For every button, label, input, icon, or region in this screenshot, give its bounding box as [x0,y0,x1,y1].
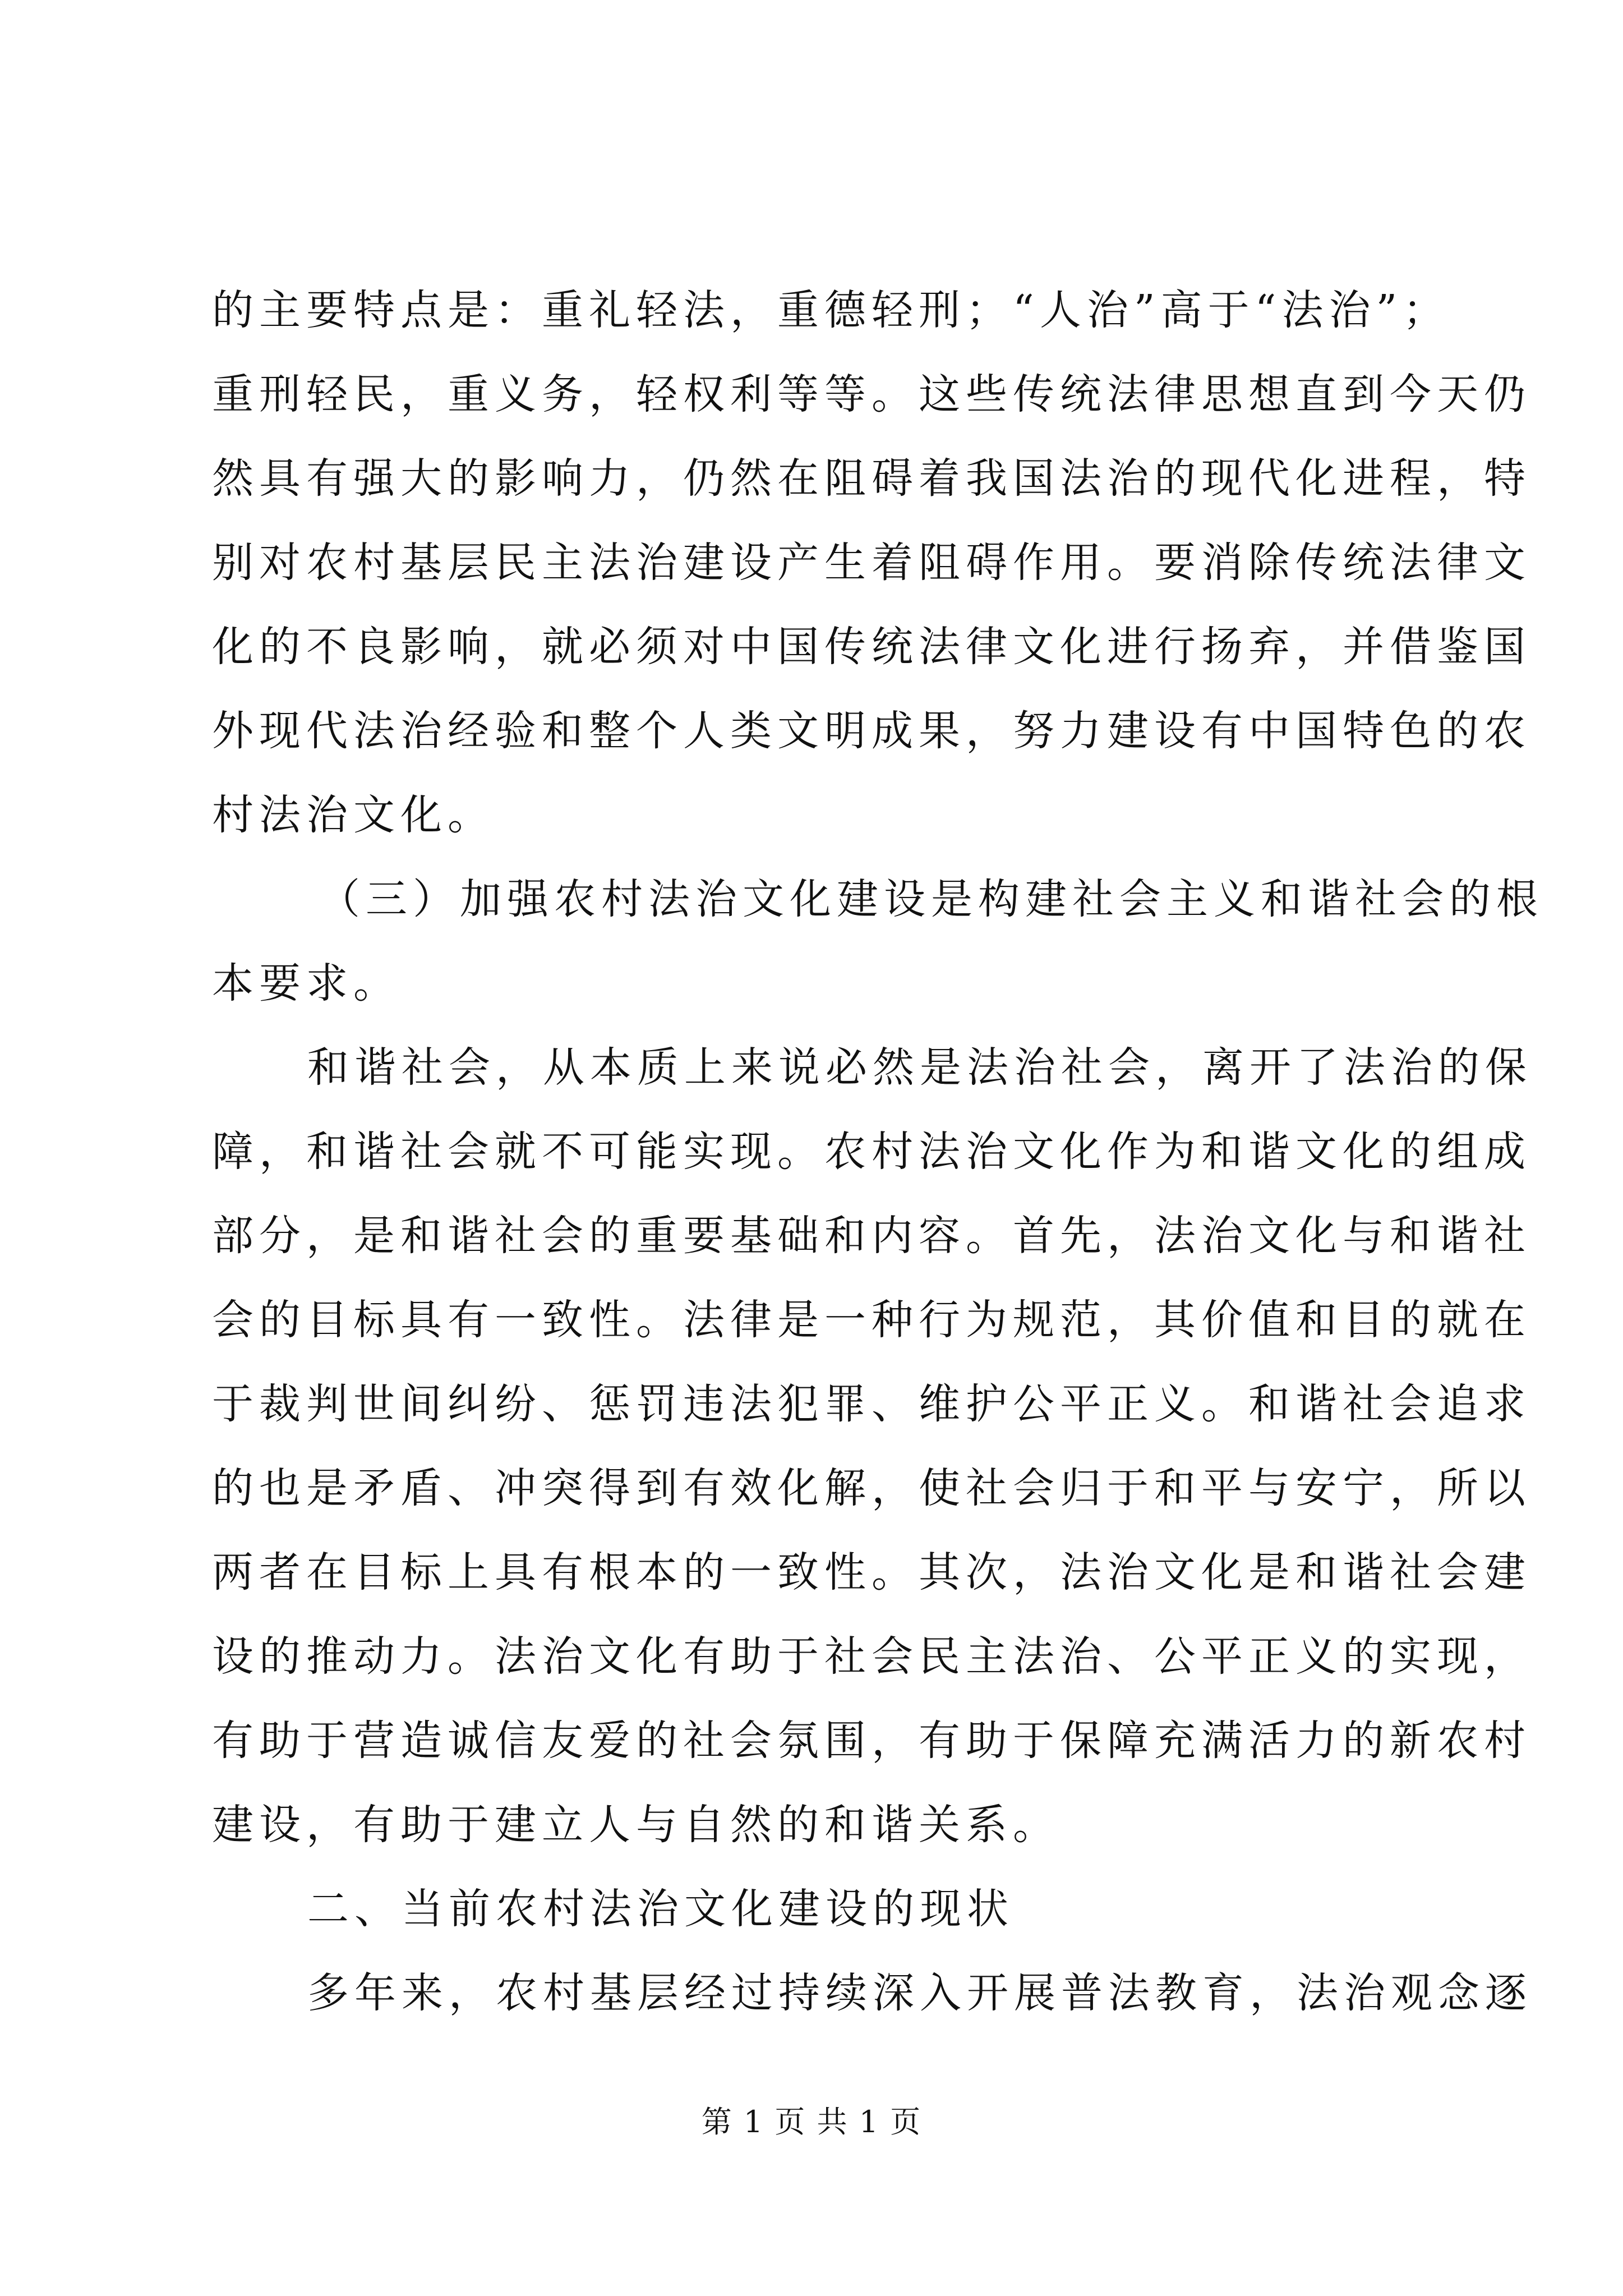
text-line: 有助于营造诚信友爱的社会氛围，有助于保障充满活力的新农村 [212,1717,1531,1765]
text-line: 设的推动力。法治文化有助于社会民主法治、公平正义的实现， [212,1632,1531,1681]
text-line: 村法治文化。 [212,791,495,839]
paragraph-start: 和谐社会，从本质上来说必然是法治社会，离开了法治的保 [307,1043,1532,1092]
text-line: 的主要特点是：重礼轻法，重德轻刑；“人治”高于“法治”； [212,286,1450,334]
text-line: 重刑轻民，重义务，轻权利等等。这些传统法律思想直到今天仍 [212,370,1531,418]
section-heading: （三）加强农村法治文化建设是构建社会主义和谐社会的根 [319,875,1543,923]
text-line: 于裁判世间纠纷、惩罚违法犯罪、维护公平正义。和谐社会追求 [212,1380,1531,1428]
text-line: 部分，是和谐社会的重要基础和内容。首先，法治文化与和谐社 [212,1212,1531,1260]
text-line: 别对农村基层民主法治建设产生着阻碍作用。要消除传统法律文 [212,539,1531,587]
text-line: 本要求。 [212,959,400,1007]
text-line: 建设，有助于建立人与自然的和谐关系。 [212,1801,1060,1849]
text-line: 的也是矛盾、冲突得到有效化解，使社会归于和平与安宁，所以 [212,1464,1531,1512]
text-line: 障，和谐社会就不可能实现。农村法治文化作为和谐文化的组成 [212,1128,1531,1176]
section-heading: 二、当前农村法治文化建设的现状 [307,1885,1014,1933]
page-footer: 第 1 页 共 1 页 [701,2104,922,2139]
text-line: 化的不良影响，就必须对中国传统法律文化进行扬弃，并借鉴国 [212,623,1531,671]
paragraph-start: 多年来，农村基层经过持续深入开展普法教育，法治观念逐 [307,1969,1532,2017]
text-line: 外现代法治经验和整个人类文明成果，努力建设有中国特色的农 [212,707,1531,755]
text-line: 然具有强大的影响力，仍然在阻碍着我国法治的现代化进程，特 [212,454,1531,503]
text-line: 会的目标具有一致性。法律是一种行为规范，其价值和目的就在 [212,1296,1531,1344]
text-line: 两者在目标上具有根本的一致性。其次，法治文化是和谐社会建 [212,1548,1531,1596]
